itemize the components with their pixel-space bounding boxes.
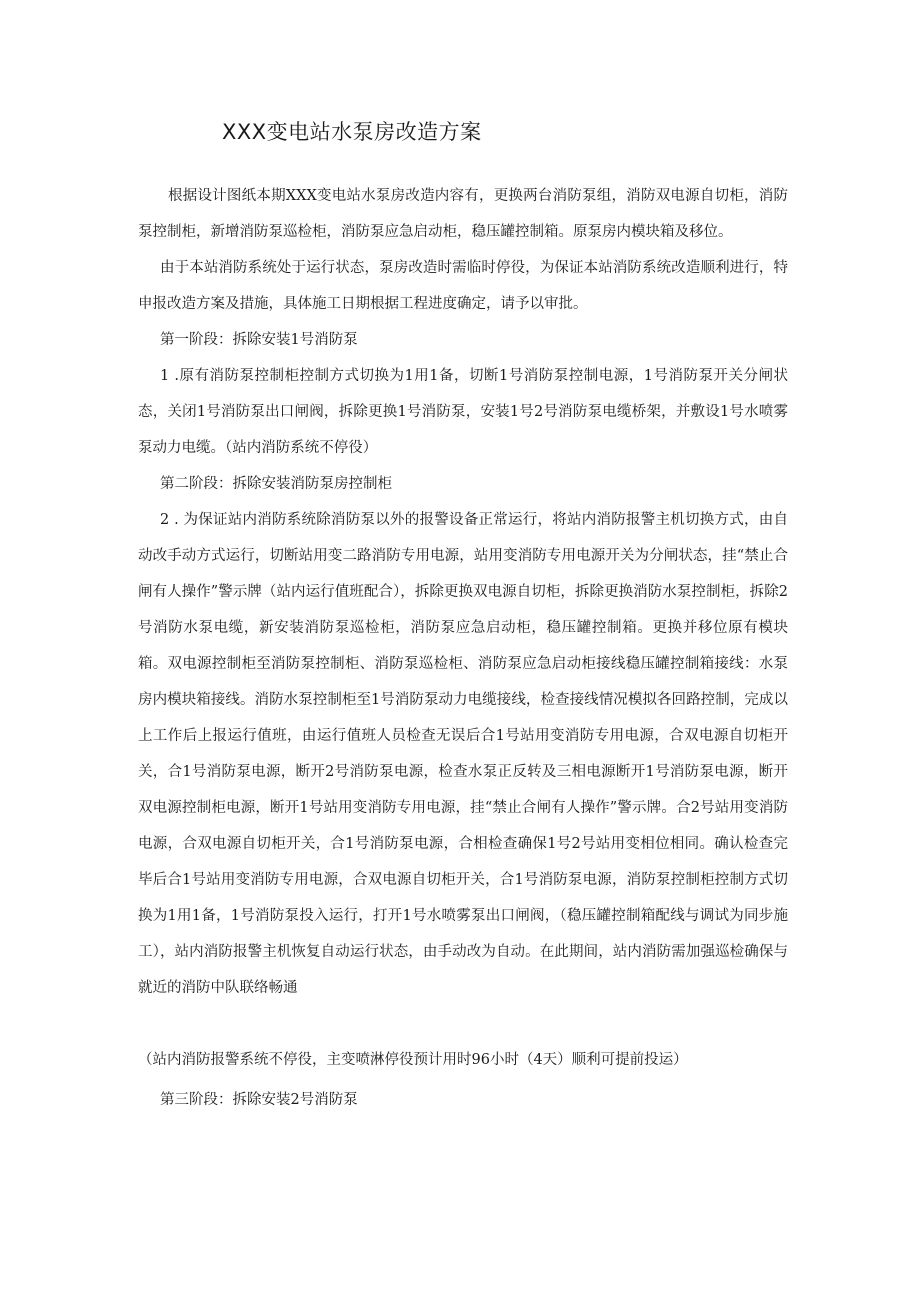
stage2-item: 2 . 为保证站内消防系统除消防泵以外的报警设备正常运行，将站内消防报警主机切换方式，由自动改手动方式运行，切断站用变二路消防专用电源，站用变消防专用电源开关为分闸状态，挂“禁止合闸有人操作”警示牌（站内运行值班配合），拆除更换双电源自切柜，拆除更换消防水泵控制柜，拆除2号消防水泵电缆，新安装消防泵巡检柜，消防泵应急启动柜，稳压罐控制箱。更换并移位原有模块箱。双电源控制柜至消防泵控制柜、消防泵巡检柜、消防泵应急启动柜接线稳压罐控制箱接线：水泵房内模块箱接线。消防水泵控制柜至1号消防泵动力电缆接线，检查接线情况模拟各回路控制，完成以上工作后上报运行值班，由运行值班人员检查无误后合1号站用变消防专用电源，合双电源自切柜开关，合1号消防泵电源，断开2号消防泵电源，检查水泵正反转及三相电源断开1号消防泵电源，断开双电源控制柜电源，断开1号站用变消防专用电源，挂“禁止合闸有人操作”警示牌。合2号站用变消防电源，合双电源自切柜开关，合1号消防泵电源，合相检查确保1号2号站用变相位相同。确认检查完毕后合1号站用变消防专用电源，合双电源自切柜开关，合1号消防泵电源，消防泵控制柜控制方式切换为1用1备，1号消防泵投入运行，打开1号水喷雾泵出口闸阀，（稳压罐控制箱配线与调试为同步施工），站内消防报警主机恢复自动运行状态，由手动改为自动。在此期间，站内消防需加强巡检确保与就近的消防中队联络畅通	[138, 512, 788, 996]
document-title: XXX变电站水泵房改造方案	[222, 120, 482, 144]
intro-paragraph: 根据设计图纸本期XXX变电站水泵房改造内容有，更换两台消防泵组，消防双电源自切柜，消防泵控制柜，新增消防泵巡检柜，消防泵应急启动柜，稳压罐控制箱。原泵房内模块箱及移位。	[138, 188, 788, 240]
stage2-heading: 第二阶段：拆除安装消防泵房控制柜	[160, 476, 392, 492]
stage2-note: （站内消防报警系统不停役，主变喷淋停役预计用时96小时（4天）顺利可提前投运）	[138, 1052, 688, 1068]
stage1-heading: 第一阶段：拆除安装1号消防泵	[160, 332, 358, 348]
stage1-item: 1 .原有消防泵控制柜控制方式切换为1用1备，切断1号消防泵控制电源，1号消防泵开关分闸状态，关闭1号消防泵出口闸阀，拆除更换1号消防泵，安装1号2号消防泵电缆桥架，并敷设1号水喷雾泵动力电缆。（站内消防系统不停役）	[138, 368, 788, 456]
stage3-heading: 第三阶段：拆除安装2号消防泵	[160, 1092, 358, 1108]
reason-paragraph: 由于本站消防系统处于运行状态，泵房改造时需临时停役，为保证本站消防系统改造顺利进行，特申报改造方案及措施，具体施工日期根据工程进度确定，请予以审批。	[138, 260, 788, 312]
